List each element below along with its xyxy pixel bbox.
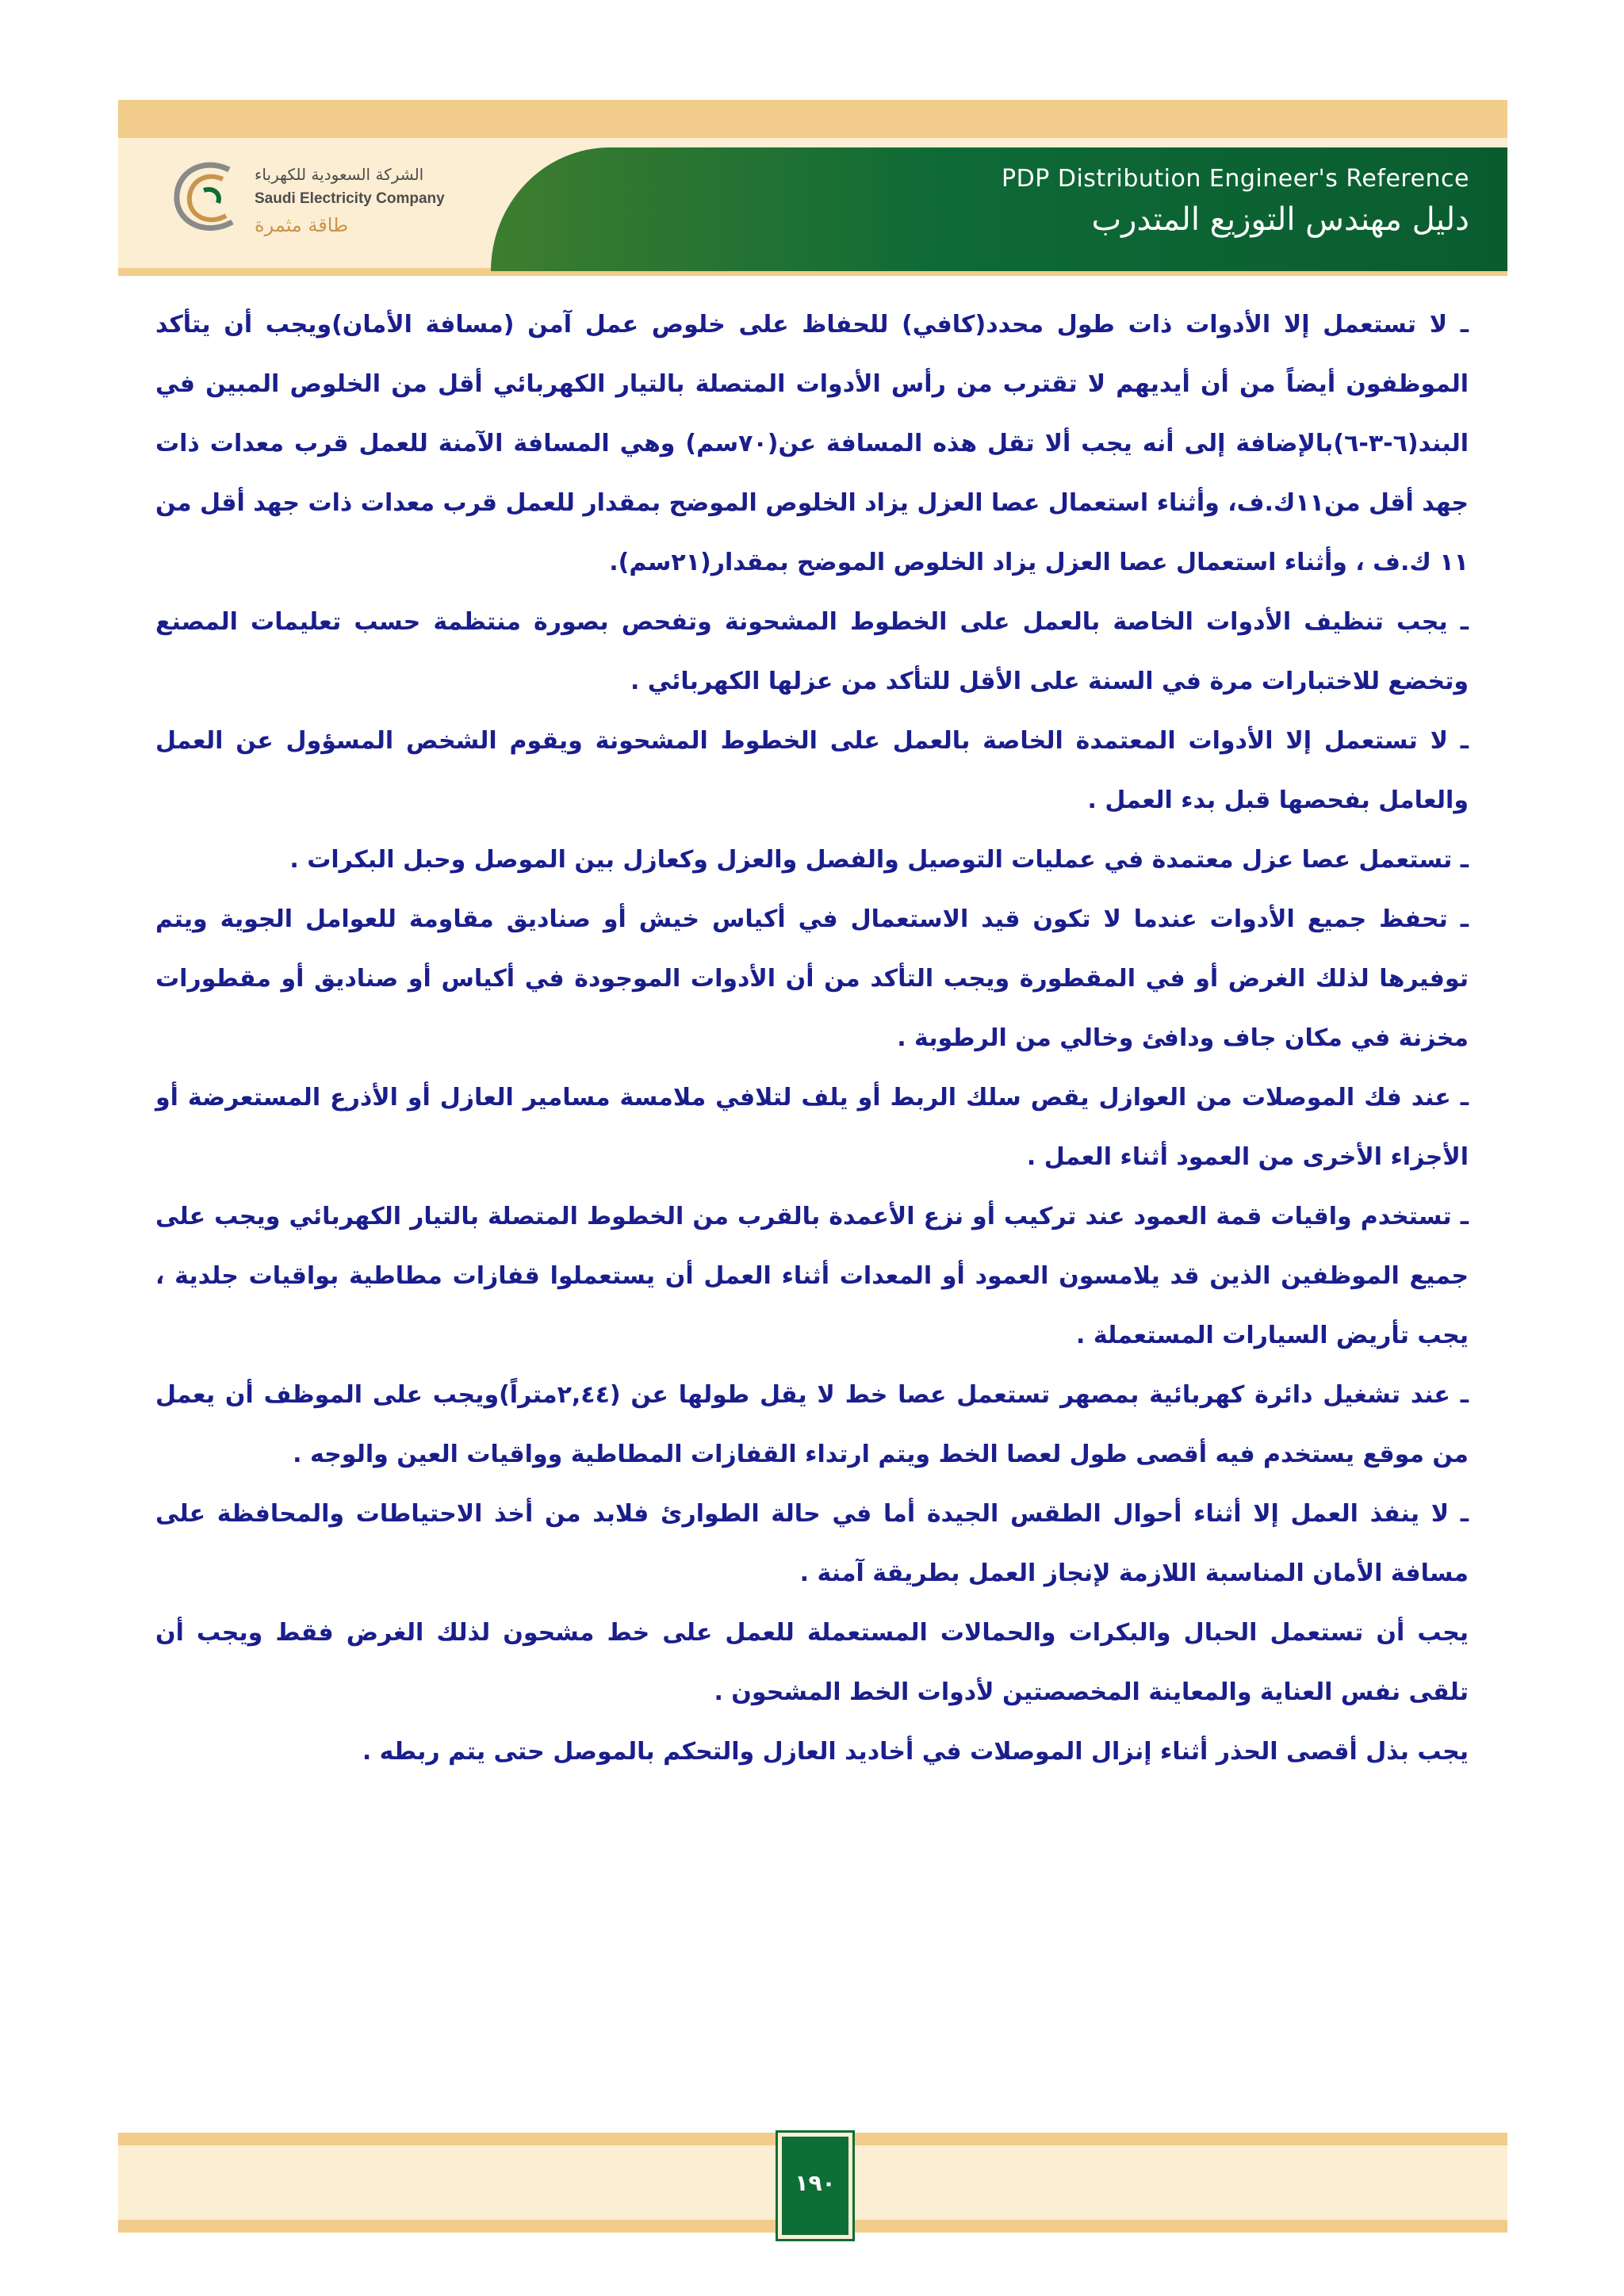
header-top-stripe: [118, 100, 1507, 138]
company-logo: [166, 155, 499, 266]
paragraph: ـ عند فك الموصلات من العوازل يقص سلك الربط أو يلف لتلافي ملامسة مسامير العازل أو الأذرع المستعرضة أو الأجزاء الأخرى من العمود أثناء العمل .: [155, 1084, 1469, 1171]
paragraph: ـ تستخدم واقيات قمة العمود عند تركيب أو نزع الأعمدة بالقرب من الخطوط المتصلة بالتيار الكهربائي ويجب على جميع الموظفين الذين قد يلامسون العمود أو المعدات أثناء العمل أن يستعملوا قفازات مطاطية بواقيات جلدية ، يجب تأريض السيارات المستعملة .: [155, 1203, 1469, 1349]
paragraph: يجب بذل أقصى الحذر أثناء إنزال الموصلات في أخاديد العازل والتحكم بالموصل حتى يتم ربطه .: [362, 1738, 1469, 1766]
paragraph: ـ لا ينفذ العمل إلا أثناء أحوال الطقس الجيدة أما في حالة الطوارئ فلابد من أخذ الاحتياطات والمحافظة على مسافة الأمان المناسبة اللازمة لإنجاز العمل بطريقة آمنة .: [155, 1500, 1469, 1587]
paragraph: ـ لا تستعمل إلا الأدوات ذات طول محدد(كافي) للحفاظ على خلوص عمل آمن (مسافة الأمان)ويجب أن يتأكد الموظفون أيضاً من أن أيديهم لا تقترب من رأس الأدوات المتصلة بالتيار الكهربائي أقل من الخلوص المبين في البند(٦-٣-٦)بالإضافة إلى أنه يجب ألا تقل هذه المسافة عن(٧٠سم) وهي المسافة الآمنة للعمل قرب معدات ذات جهد أقل من١١ك.ف، وأثناء استعمال عصا العزل يزاد الخلوص الموضح بمقدار للعمل قرب معدات ذات جهد أقل من ١١ ك.ف ، وأثناء استعمال عصا العزل يزاد الخلوص الموضح بمقدار(٢١سم).: [155, 311, 1469, 576]
paragraph: يجب أن تستعمل الحبال والبكرات والحمالات المستعملة للعمل على خط مشحون لذلك الغرض فقط ويجب أن تلقى نفس العناية والمعاينة المخصصتين لأدوات الخط المشحون .: [155, 1619, 1469, 1706]
paragraph: ـ لا تستعمل إلا الأدوات المعتمدة الخاصة بالعمل على الخطوط المشحونة ويقوم الشخص المسؤول عن العمل والعامل بفحصها قبل بدء العمل .: [155, 727, 1469, 814]
header-title-ar: دليل مهندس التوزيع المتدرب: [1091, 201, 1469, 238]
paragraph: ـ يجب تنظيف الأدوات الخاصة بالعمل على الخطوط المشحونة وتفحص بصورة منتظمة حسب تعليمات المصنع وتخضع للاختبارات مرة في السنة على الأقل للتأكد من عزلها الكهربائي .: [155, 608, 1469, 695]
page-number: ١٩٠: [795, 2170, 836, 2196]
page-footer: [118, 2133, 1507, 2236]
logo-arabic-name: الشركة السعودية للكهرباء: [255, 165, 424, 184]
logo-tagline: طاقة مثمرة: [255, 214, 349, 236]
page-number-box: [778, 2133, 852, 2239]
body-text: [155, 295, 1469, 1781]
paragraph: ـ تحفظ جميع الأدوات عندما لا تكون قيد الاستعمال في أكياس خيش أو صناديق مقاومة للعوامل الجوية ويتم توفيرها لذلك الغرض أو في المقطورة ويجب التأكد من أن الأدوات الموجودة في أكياس أو صناديق أو مقطورات مخزنة في مكان جاف ودافئ وخالي من الرطوبة .: [155, 905, 1469, 1052]
logo-english-name: Saudi Electricity Company: [255, 190, 445, 207]
paragraph: ـ تستعمل عصا عزل معتمدة في عمليات التوصيل والفصل والعزل وكعازل بين الموصل وحبل البكرات .: [289, 846, 1469, 874]
header-title-en: PDP Distribution Engineer's Reference: [1002, 165, 1469, 193]
paragraph: ـ عند تشغيل دائرة كهربائية بمصهر تستعمل عصا خط لا يقل طولها عن (٢,٤٤متراً)ويجب على الموظف أن يعمل من موقع يستخدم فيه أقصى طول لعصا الخط ويتم ارتداء القفازات المطاطية وواقيات العين والوجه .: [155, 1381, 1469, 1468]
page-header: [118, 100, 1507, 277]
logo-emblem-icon: [166, 155, 245, 243]
